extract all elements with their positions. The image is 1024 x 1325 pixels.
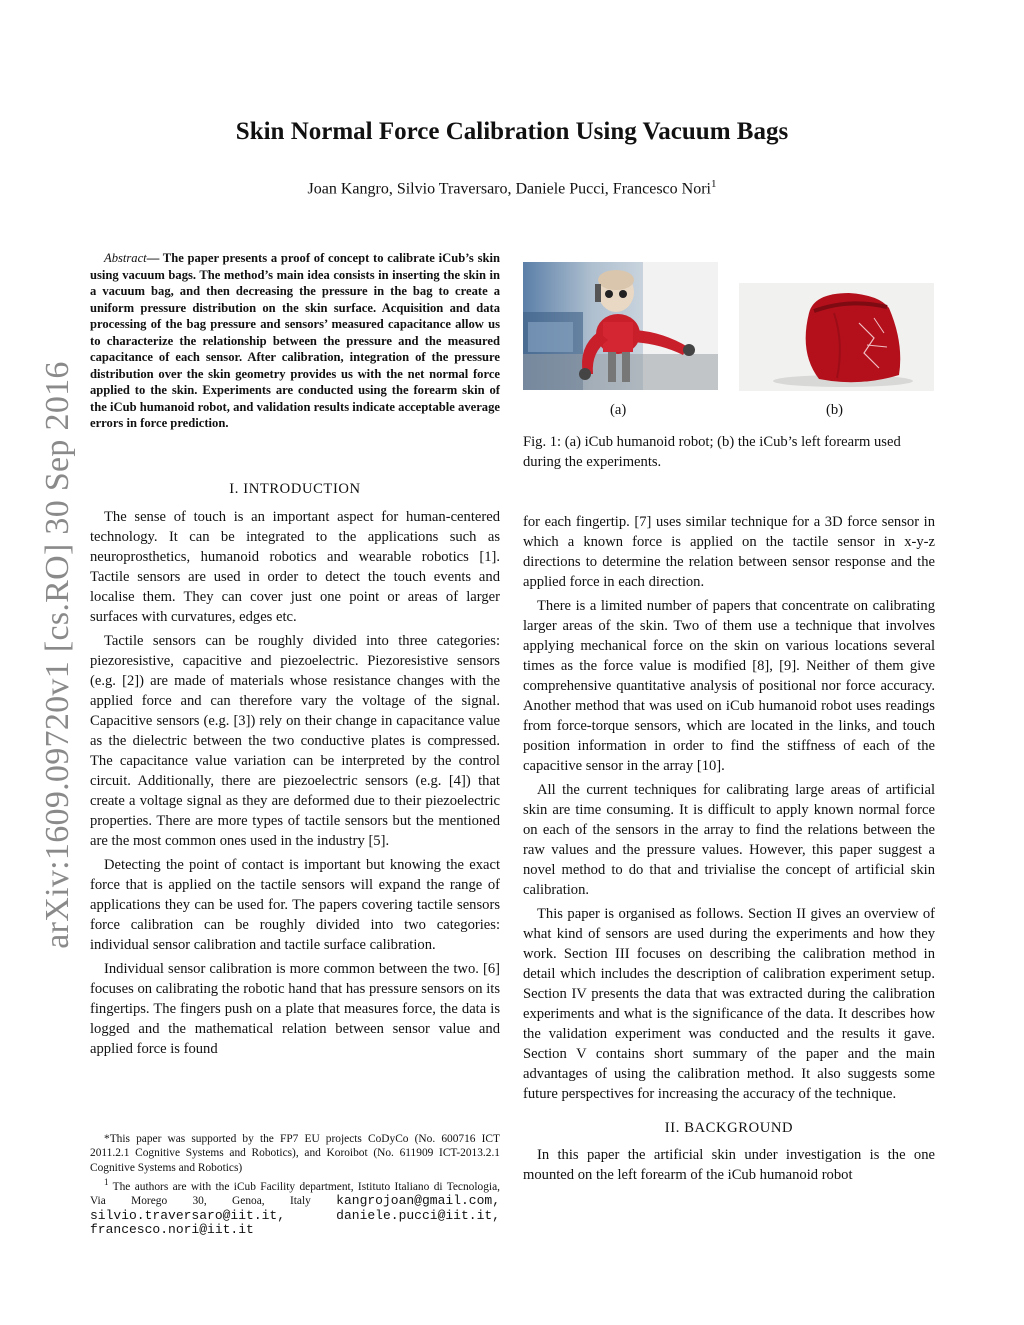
body-paragraph: All the current techniques for calibrating large areas of artificial skin are time consuming. It is difficult to apply known normal force on each of the sensors in the array to find the relations between the raw values and the pressure values. However, this paper suggest a novel method to do that and trivialise the concept of artificial skin calibration. — [523, 782, 935, 898]
body-paragraph: There is a limited number of papers that concentrate on calibrating larger areas of the skin. Two of them use a technique that involves applying mechanical force on the skin on various locations several times as the force value is modified [8], [9]. Neither of them give comprehensive quantitative analysis of positional nor force accuracy. Another method that was used on iCub humanoid robot uses readings from force-torque sensors, which are located in the links, and touch position information in order to find the stiffness of each of the capacitive sensor in the array [10]. — [523, 598, 935, 774]
footnote-mark: 1 — [104, 1177, 109, 1188]
right-column-body — [523, 512, 935, 1185]
icub-robot-illustration — [523, 262, 718, 390]
section-heading-background: II. BACKGROUND — [664, 1120, 794, 1136]
figure-label-a: (a) — [610, 402, 627, 418]
abstract-text: — The paper presents a proof of concept to calibrate iCub’s skin using vacuum bags. The method’s main idea consists in inserting the skin in a vacuum bag, and then decreasing the pressure in the bag to create a uniform pressure distribution on the skin surface. Acquisition and data processing of the bag pressure and sensors’ measured capacitance allow us to characterize the relationship between the pressure and the measured capacitance of each sensor. After calibration, integration of the pressure distribution over the skin geometry provides us with the net normal force applied to the skin. Experiments are conducted using the forearm skin of the iCub humanoid robot, and validation results indicate acceptable average errors in force prediction. — [90, 251, 500, 430]
intro-paragraph: Detecting the point of contact is important but knowing the exact force that is applied on the tactile sensors will expand the range of applications they can be used for. The papers covering tactile sensors force calibration can be roughly divided into two categories: individual sensor calibration and tactile surface calibration. — [90, 857, 500, 953]
paper-title: Skin Normal Force Calibration Using Vacuum Bags — [235, 118, 789, 145]
left-column-body — [90, 479, 500, 1059]
figure-forearm-skin-photo — [739, 283, 934, 391]
abstract — [90, 250, 500, 432]
figure-caption: Fig. 1: (a) iCub humanoid robot; (b) the iCub’s left forearm used during the experiments. — [523, 434, 901, 470]
figure-icub-robot-photo — [523, 262, 718, 390]
background-paragraph: In this paper the artificial skin under investigation is the one mounted on the left forearm of the iCub humanoid robot — [523, 1147, 935, 1183]
intro-paragraph: Tactile sensors can be roughly divided into three categories: piezoresistive, capacitive and piezoelectric. Piezoresistive sensors (e.g. [2]) are made of materials whose resistance changes with the applied force and can therefore vary the voltage of the signal. Capacitive sensors (e.g. [3]) rely on their change in capacitance value as the dielectric between the two conductive plates is compressed. The capacitance value variation can be interpreted by the control circuit. Additionally, there are piezoelectric sensors (e.g. [4]) that create a voltage signal as they are deformed due to their piezoelectric properties. There are more types of tactile sensors but the mentioned are the most common ones used in the industry [5]. — [90, 633, 500, 849]
author-names: Joan Kangro, Silvio Traversaro, Daniele Pucci, Francesco Nori — [307, 180, 711, 198]
figure-label-b: (b) — [826, 402, 844, 418]
footnote-affiliation — [90, 1175, 500, 1237]
author-list — [0, 178, 1024, 198]
intro-paragraph: The sense of touch is an important aspect for human-centered technology. It can be integrated to the applications such as neuroprosthetics, humanoid robotics and wearable robotics [1]. Tactile sensors are used in order to detect the touch events and localise them. They can cover just one point or areas of larger surfaces with curvatures, edges etc. — [90, 509, 500, 625]
section-heading-introduction: I. INTRODUCTION — [229, 481, 361, 497]
author-affiliation-mark: 1 — [710, 178, 717, 190]
footnotes — [90, 1132, 500, 1238]
footnote-affiliation-text: The authors are with the iCub Facility department, Istituto Italiano di Tecnologia, Via Morego 30, Genoa, Italy — [90, 1181, 500, 1208]
author-emails: kangrojoan@gmail.com, silvio.traversaro@iit.it, daniele.pucci@iit.it, francesco.nori@iit.it — [90, 1193, 500, 1238]
body-paragraph: for each fingertip. [7] uses similar technique for a 3D force sensor in which a known force is applied on the tactile sensor in x-y-z directions to determine the relation between sensor response and the applied force in each direction. — [523, 514, 935, 590]
intro-paragraph: Individual sensor calibration is more common between the two. [6] focuses on calibrating the robotic hand that has pressure sensors on its fingertips. The fingers push on a plate that measures force, the data is logged and the mathematical relation between sensor value and applied force is found — [90, 961, 500, 1057]
footnote-funding: *This paper was supported by the FP7 EU projects CoDyCo (No. 600716 ICT 2011.2.1 Cognitive Systems and Robotics), and Koroibot (No. 611909 ICT-2013.2.1 Cognitive Systems and Robotics) — [90, 1133, 500, 1174]
forearm-skin-illustration — [739, 283, 934, 391]
body-paragraph: This paper is organised as follows. Section II gives an overview of what kind of sensors are used during the experiments and how they work. Section III focuses on describing the calibration method in detail which includes the description of calibration experiment setup. Section IV presents the data that was extracted during the calibration experiments and what is the significance of the data. It describes how the validation experiment was conducted and the results it gave. Section V contains short summary of the paper and the main advantages of using the calibration method. It also suggests some future perspectives for increasing the accuracy of the technique. — [523, 906, 935, 1102]
abstract-lead: Abstract — [104, 251, 147, 265]
arxiv-identifier: arXiv:1609.09720v1 [cs.RO] 30 Sep 2016 — [39, 361, 76, 949]
